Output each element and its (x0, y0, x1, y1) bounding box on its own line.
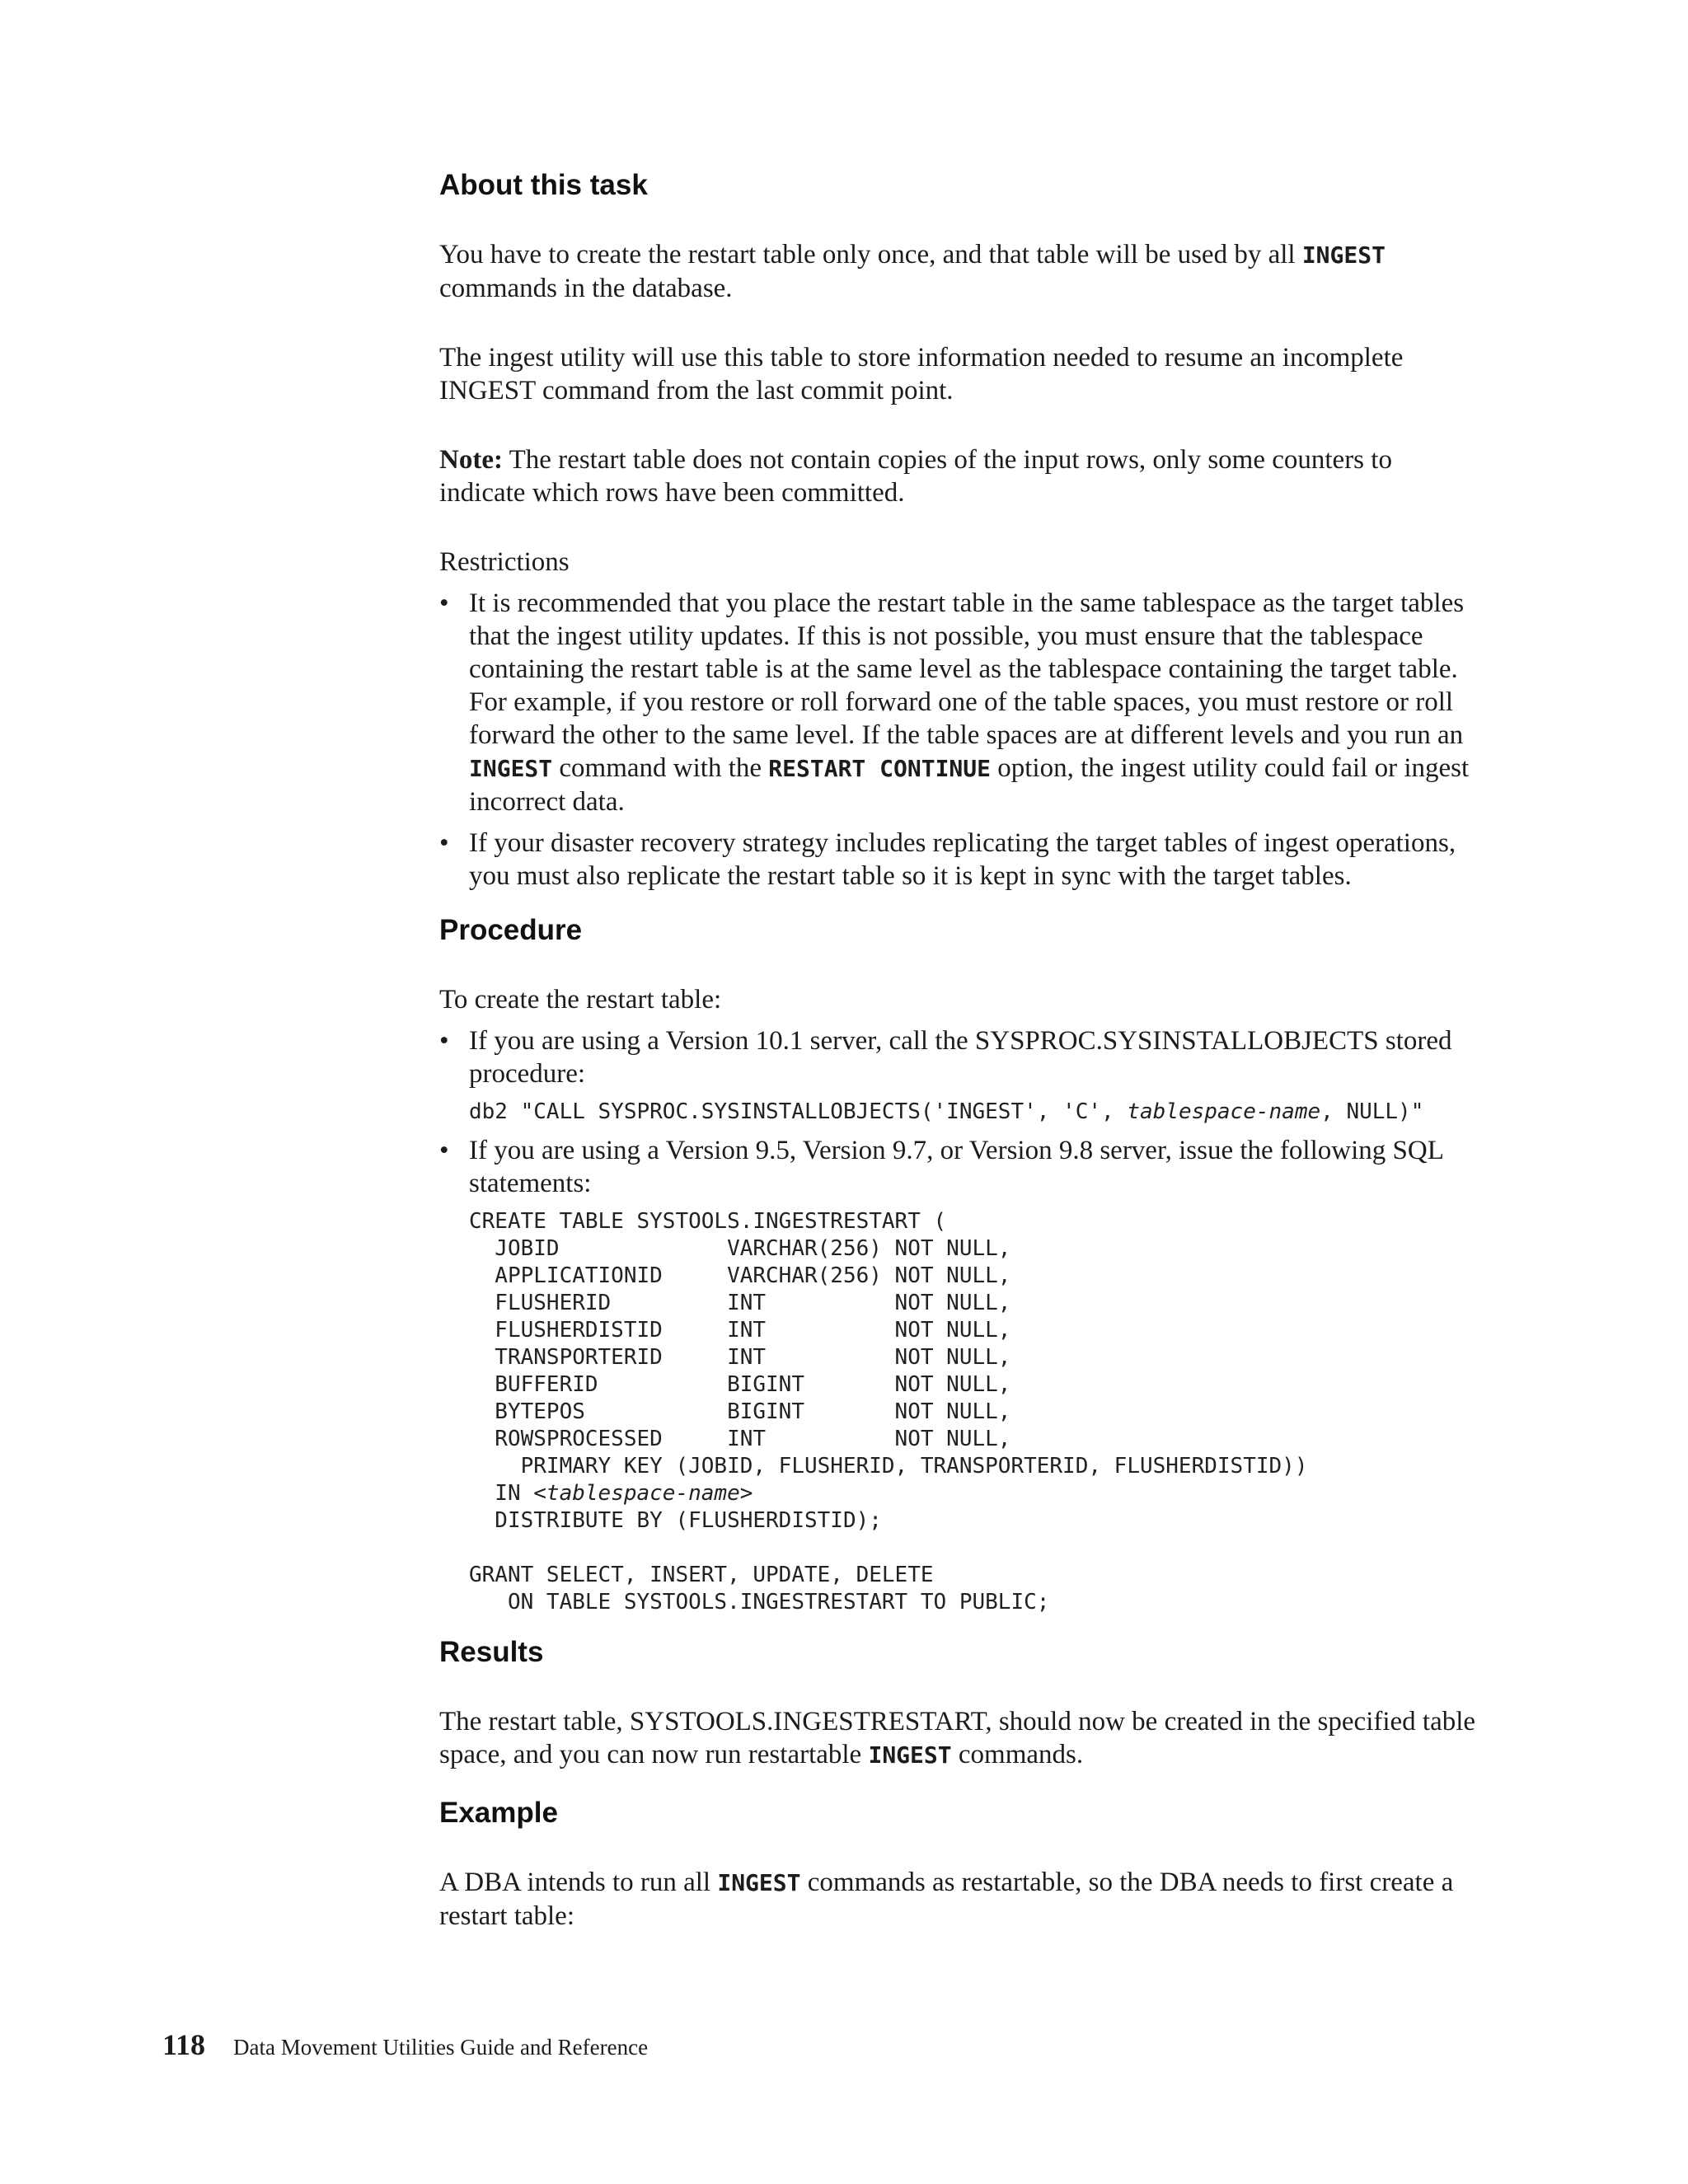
ingest-command: INGEST (469, 755, 553, 782)
restriction-text: option, the ingest utility could fail or ingest incorrect data. (469, 753, 1470, 817)
procedure-heading: Procedure (439, 914, 583, 946)
code-text: , NULL)" (1320, 1099, 1424, 1124)
example-heading: Example (439, 1797, 558, 1829)
example-text: A DBA intends to run all (439, 1868, 718, 1897)
about-heading: About this task (439, 169, 648, 201)
about-paragraph-1 (439, 238, 1478, 305)
procedure-step-text: If you are using a Version 10.1 server, call the SYSPROC.SYSINSTALLOBJECTS stored procedure: (469, 1026, 1452, 1089)
page-footer (162, 2027, 648, 2062)
list-item (439, 587, 1478, 818)
ingest-command: INGEST (1301, 241, 1386, 269)
list-item (439, 827, 1478, 893)
note-text: The restart table does not contain copies of the input rows, only some counters to indicate which rows have been committed. (439, 445, 1392, 508)
code-text: > DISTRIBUTE BY (FLUSHERDISTID); GRANT SELECT, INSERT, UPDATE, DELETE ON TABLE SYSTOOLS.INGESTRESTART TO PUBLIC; (469, 1481, 1050, 1615)
restriction-text: It is recommended that you place the restart table in the same tablespace as the target tables that the ingest utility updates. If this is not possible, you must ensure that the tablespace containing the restart table is at the same level as the tablespace containing the target table. For example, if you restore or roll forward one of the table spaces, you must restore or roll forward the other to the same level. If the table spaces are at different levels and you run an (469, 588, 1465, 750)
bullet-icon: • (439, 1136, 449, 1165)
about-text: commands in the database. (439, 274, 733, 303)
code-block-create-table (469, 1208, 1478, 1616)
procedure-step-text: If you are using a Version 9.5, Version 9.7, or Version 9.8 server, issue the following SQL statements: (469, 1136, 1443, 1198)
results-text: commands. (951, 1740, 1084, 1769)
code-text: CREATE TABLE SYSTOOLS.INGESTRESTART ( JOBID VARCHAR(256) NOT NULL, APPLICATIONID VARCHAR(256) NOT NULL, FLUSHERID INT NOT NULL, FLUSHERDISTID INT NOT NULL, TRANSPORTERID INT NOT NULL, BUFFERID BIGINT NOT NULL, BYTEPOS BIGINT NOT NULL, ROWSPROCESSED INT NOT NULL, PRIMARY KEY (JOBID, FLUSHERID, TRANSPORTERID, FLUSHERDISTID)) IN < (469, 1209, 1308, 1506)
about-paragraph-2: The ingest utility will use this table to store information needed to resume an incomplete INGEST command from the last commit point. (439, 343, 1404, 405)
page-number: 118 (162, 2028, 206, 2061)
note-label: Note: (439, 445, 503, 475)
results-text: The restart table, SYSTOOLS.INGESTRESTART, should now be created in the specified table space, and you can now run restartable (439, 1707, 1476, 1769)
bullet-icon: • (439, 1026, 449, 1056)
about-text: You have to create the restart table only once, and that table will be used by all (439, 240, 1302, 269)
ingest-command: INGEST (868, 1741, 952, 1769)
list-item (439, 1024, 1478, 1126)
results-heading: Results (439, 1636, 544, 1668)
restrictions-label: Restrictions (439, 547, 570, 577)
book-title: Data Movement Utilities Guide and Reference (233, 2035, 649, 2060)
ingest-command: INGEST (717, 1869, 801, 1896)
note-paragraph (439, 443, 1478, 509)
bullet-icon: • (439, 588, 449, 618)
page-content (439, 169, 1478, 1933)
example-text: commands as restartable, so the DBA needs to first create a restart table: (439, 1868, 1454, 1931)
procedure-list (439, 1024, 1478, 1616)
code-block-call (469, 1099, 1478, 1126)
restriction-text: command with the (552, 753, 769, 783)
code-text: db2 "CALL SYSPROC.SYSINSTALLOBJECTS('INGEST', 'C', (469, 1099, 1128, 1124)
results-paragraph (439, 1705, 1478, 1772)
example-paragraph (439, 1866, 1478, 1933)
code-placeholder: tablespace-name (1127, 1099, 1321, 1124)
code-placeholder: tablespace-name (546, 1481, 740, 1506)
restrictions-list (439, 587, 1478, 893)
bullet-icon: • (439, 828, 449, 858)
restriction-text: If your disaster recovery strategy includes replicating the target tables of ingest operations, you must also replicate the restart table so it is kept in sync with the target tables. (469, 828, 1456, 891)
procedure-intro: To create the restart table: (439, 985, 722, 1015)
list-item (439, 1134, 1478, 1616)
restart-continue-option: RESTART CONTINUE (768, 755, 991, 782)
